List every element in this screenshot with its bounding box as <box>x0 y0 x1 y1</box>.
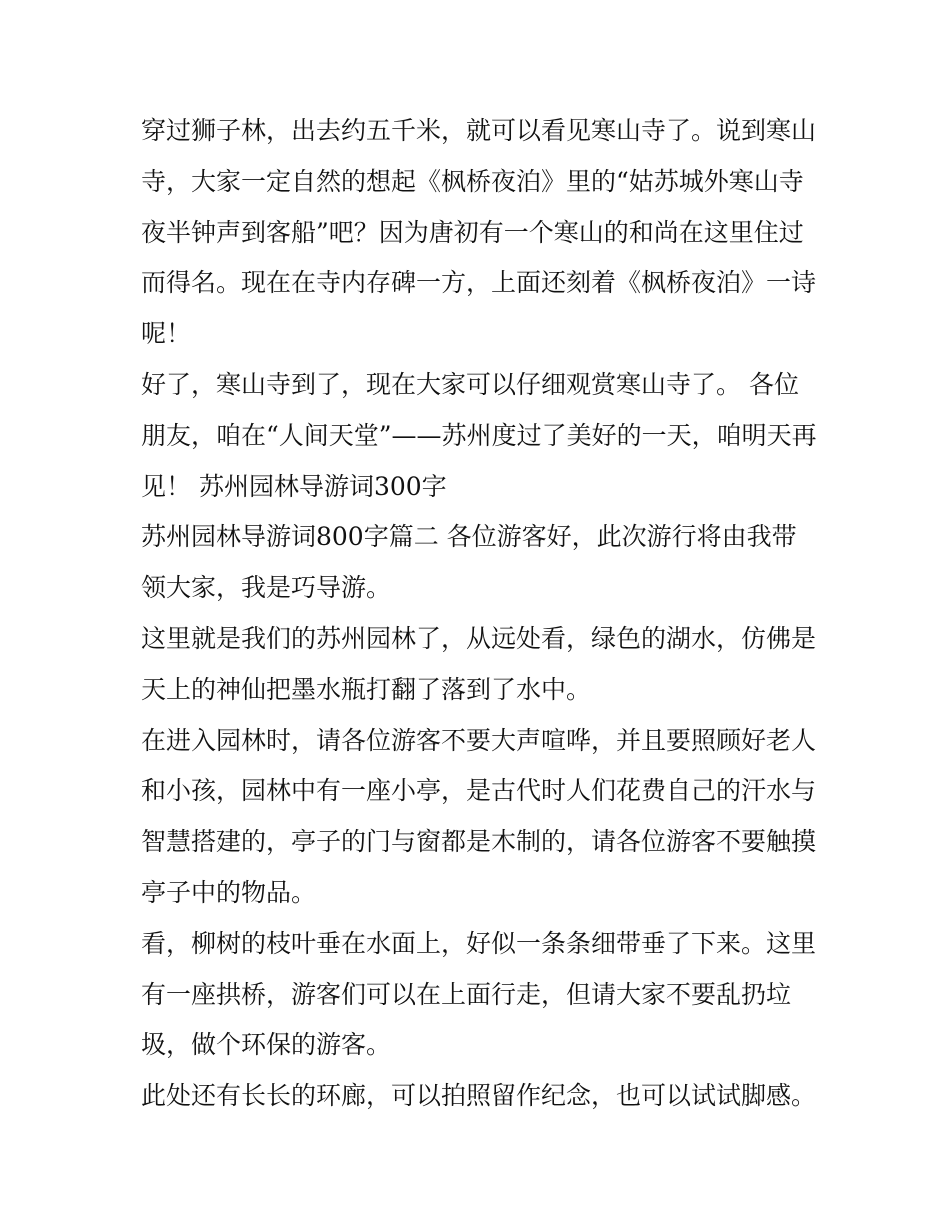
text-line: 亭子中的物品。 <box>141 877 317 907</box>
text-line: 这里就是我们的苏州园林了，从远处看，绿色的湖水，仿佛是 <box>141 623 817 653</box>
text-line: 此处还有长长的环廊，可以拍照留作纪念，也可以试试脚感。 <box>141 1081 817 1111</box>
text-line: 而得名。现在在寺内存碑一方，上面还刻着《枫桥夜泊》一诗 <box>141 268 817 298</box>
text-line: 见！ 苏州园林导游词300字 <box>141 471 447 501</box>
text-line: 穿过狮子林，出去约五千米，就可以看见寒山寺了。说到寒山 <box>141 116 817 145</box>
text-line: 朋友，咱在“人间天堂”——苏州度过了美好的一天，咱明天再 <box>141 420 817 450</box>
text-line: 圾，做个环保的游客。 <box>141 1030 392 1060</box>
text-line: 好了，寒山寺到了，现在大家可以仔细观赏寒山寺了。 各位 <box>141 369 799 399</box>
text-line: 夜半钟声到客船”吧？因为唐初有一个寒山的和尚在这里住过 <box>141 217 804 247</box>
text-line: 苏州园林导游词800字篇二 各位游客好，此次游行将由我带 <box>141 522 797 552</box>
text-line: 智慧搭建的，亭子的门与窗都是木制的，请各位游客不要触摸 <box>141 827 817 857</box>
text-line: 天上的神仙把墨水瓶打翻了落到了水中。 <box>141 674 592 704</box>
text-line: 领大家，我是巧导游。 <box>141 573 392 603</box>
text-line: 看，柳树的枝叶垂在水面上，好似一条条细带垂了下来。这里 <box>141 928 817 958</box>
text-line: 和小孩，园林中有一座小亭，是古代时人们花费自己的汗水与 <box>141 776 817 806</box>
text-line: 呢！ <box>141 319 192 349</box>
document-body <box>141 106 831 1122</box>
text-line: 在进入园林时，请各位游客不要大声喧哗，并且要照顾好老人 <box>141 725 817 755</box>
text-line: 寺，大家一定自然的想起《枫桥夜泊》里的“姑苏城外寒山寺 <box>141 166 804 196</box>
text-line: 有一座拱桥，游客们可以在上面行走，但请大家不要乱扔垃 <box>141 979 792 1009</box>
